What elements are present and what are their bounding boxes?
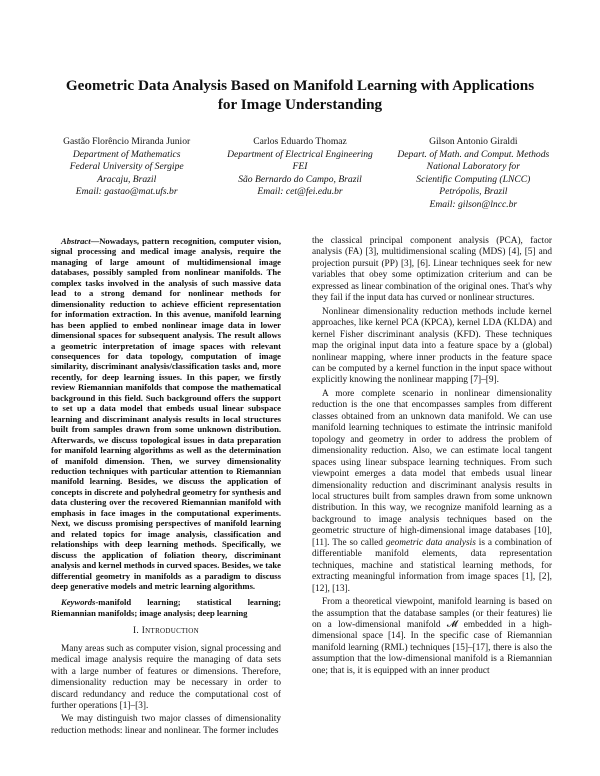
keywords-text: -manifold learning; statistical learning; Riemannian manifolds; image analysis; deep learning: [51, 597, 281, 618]
section-heading: [51, 626, 281, 637]
author-inst-2: Scientific Computing (LNCC): [416, 173, 531, 185]
author-email[interactable]: Email: gastao@mat.ufs.br: [75, 186, 178, 198]
keywords-label: Keywords: [61, 597, 96, 608]
author-inst: National Laboratory for: [426, 161, 520, 173]
author-dept: Depart. of Math. and Comput. Methods: [397, 148, 550, 160]
author-loc: Petrópolis, Brazil: [439, 186, 508, 198]
paragraph: [312, 389, 552, 595]
author-name: Gastão Florêncio Miranda Junior: [63, 136, 191, 147]
author-name: Gilson Antonio Giraldi: [429, 136, 518, 147]
author-loc: Aracaju, Brazil: [97, 173, 157, 185]
author-1: [40, 136, 213, 212]
author-dept: Department of Mathematics: [72, 148, 181, 160]
author-name: Carlos Eduardo Thomaz: [253, 136, 347, 147]
author-email[interactable]: Email: gilson@lncc.br: [429, 198, 518, 210]
paper-title: Geometric Data Analysis Based on Manifold Learning with Applications for Image Understanding: [65, 77, 535, 113]
abstract-label: Abstract: [61, 236, 91, 246]
section-title: Introduction: [141, 626, 199, 637]
author-block: [40, 136, 560, 212]
author-email[interactable]: Email: cet@fei.edu.br: [257, 186, 343, 198]
abstract-text: —Nowadays, pattern recognition, computer vision, signal processing and medical image analysis, require the managing of large amount of multidimensional image databases, possibly sampled from nonlinear manifolds. The complex tasks involved in the analysis of such massive data lead to a strong demand for nonlinear methods for dimensionality reduction to achieve efficient representation for information extraction. In this avenue, manifold learning has been applied to embed nonlinear image data in lower dimensional spaces for subsequent analysis. The result allows a geometric interpretation of image spaces with relevant consequences for data topology, computation of image similarity, discriminant analysis/classification tasks and, more recently, for deep learning issues. In this paper, we firstly review Riemannian manifolds that compose the mathematical background in this field. Such background offers the support to set up a data model that embeds usual linear subspace learning and discriminant analysis results in local structures built from samples drawn from some unknown distribution. Afterwards, we discuss topological issues in data preparation for manifold learning algorithms as well as the determination of manifold dimension. Then, we survey dimensionality reduction techniques with particular attention to Riemannian manifold learning. Besides, we discuss the application of concepts in discrete and polyhedral geometry for synthesis and data clustering over the recovered Riemannian manifold with emphasis in face images in the computational experiments. Next, we discuss promising perspectives of manifold learning and related topics for image analysis, classification and relationships with deep learning methods. Specifically, we discuss the application of foliation theory, discriminant analysis and kernel methods in curved spaces. Besides, we take differential geometry in manifolds as a paradigm to discuss deep generative models and metric learning algorithms.: [51, 236, 281, 591]
author-2: [213, 136, 386, 212]
gda-term: geometric data analysis: [385, 537, 476, 548]
paragraph: Nonlinear dimensionality reduction methods include kernel approaches, like kernel PCA (KPCA), kernel LDA (KLDA) and kernel Fisher discriminant analysis (KFD). These techniques map the original input data into a feature space by a (global) nonlinear mapping, where inner products in the feature space can be computed by a kernel function in the input space without explicitly knowing the nonlinear mapping [7]–[9].: [312, 306, 552, 386]
keywords: [51, 597, 281, 618]
author-dept: Department of Electrical Engineering: [227, 148, 373, 160]
paragraph: We may distinguish two major classes of dimensionality reduction methods: linear and nonlinear. The former includes: [51, 714, 281, 736]
paragraph: the classical principal component analysis (PCA), factor analysis (FA) [3], multidimensional scaling (MDS) [4], [5] and projection pursuit (PP) [3], [6]. Linear techniques seek for new variables that obey some optimization criterium and can be expressed as linear combination of the original ones. That's why they fail if the input data has curved or nonlinear structures.: [312, 236, 552, 304]
author-inst: FEI: [292, 161, 308, 173]
abstract: [51, 236, 281, 591]
section-number: I.: [132, 626, 140, 637]
left-column: [51, 236, 281, 739]
paragraph: Many areas such as computer vision, signal processing and medical image analysis require the managing of data sets with a large number of features or dimensions. Therefore, dimensionality reduction may be necessary in order to discard redundancy and reduce the computational cost of further operations [1]–[3].: [51, 643, 281, 712]
author-inst: Federal University of Sergipe: [69, 161, 184, 173]
paragraph: From a theoretical viewpoint, manifold learning is based on the assumption that the database samples (or their features) lie on a low-dimensional manifold 𝓜 embedded in a high-dimensional space [14]. In the specific case of Riemannian manifold learning (RML) techniques [15]–[17], there is also the assumption that the low-dimensional manifold is a Riemannian one; that is, it is equipped with an inner product: [312, 597, 552, 676]
author-3: [387, 136, 560, 212]
paragraph-tail: is a combination of differentiable manifold elements, data representation techniques, machine and statistical learning methods, for extracting meaningful information from image spaces [1], [2], [12], [13].: [312, 537, 552, 594]
author-loc: São Bernardo do Campo, Brazil: [238, 173, 362, 185]
paragraph-text: A more complete scenario in nonlinear dimensionality reduction is the one that encompasses samples from different classes obtained from an unknown data manifold. We can use manifold learning techniques to estimate the intrinsic manifold topology and geometry in order to address the problem of dimensionality reduction. Also, we can estimate local tangent spaces using linear subspace learning techniques. From such viewpoint emerges a data model that embeds usual linear dimensionality reduction and discriminant analysis results in local structures built from samples drawn from some unknown distribution. In this way, we recognize manifold learning as a background to image analysis techniques based on the geometric structure of high-dimensional image databases [10], [11]. The so called: [312, 388, 552, 548]
right-column: [312, 236, 552, 679]
